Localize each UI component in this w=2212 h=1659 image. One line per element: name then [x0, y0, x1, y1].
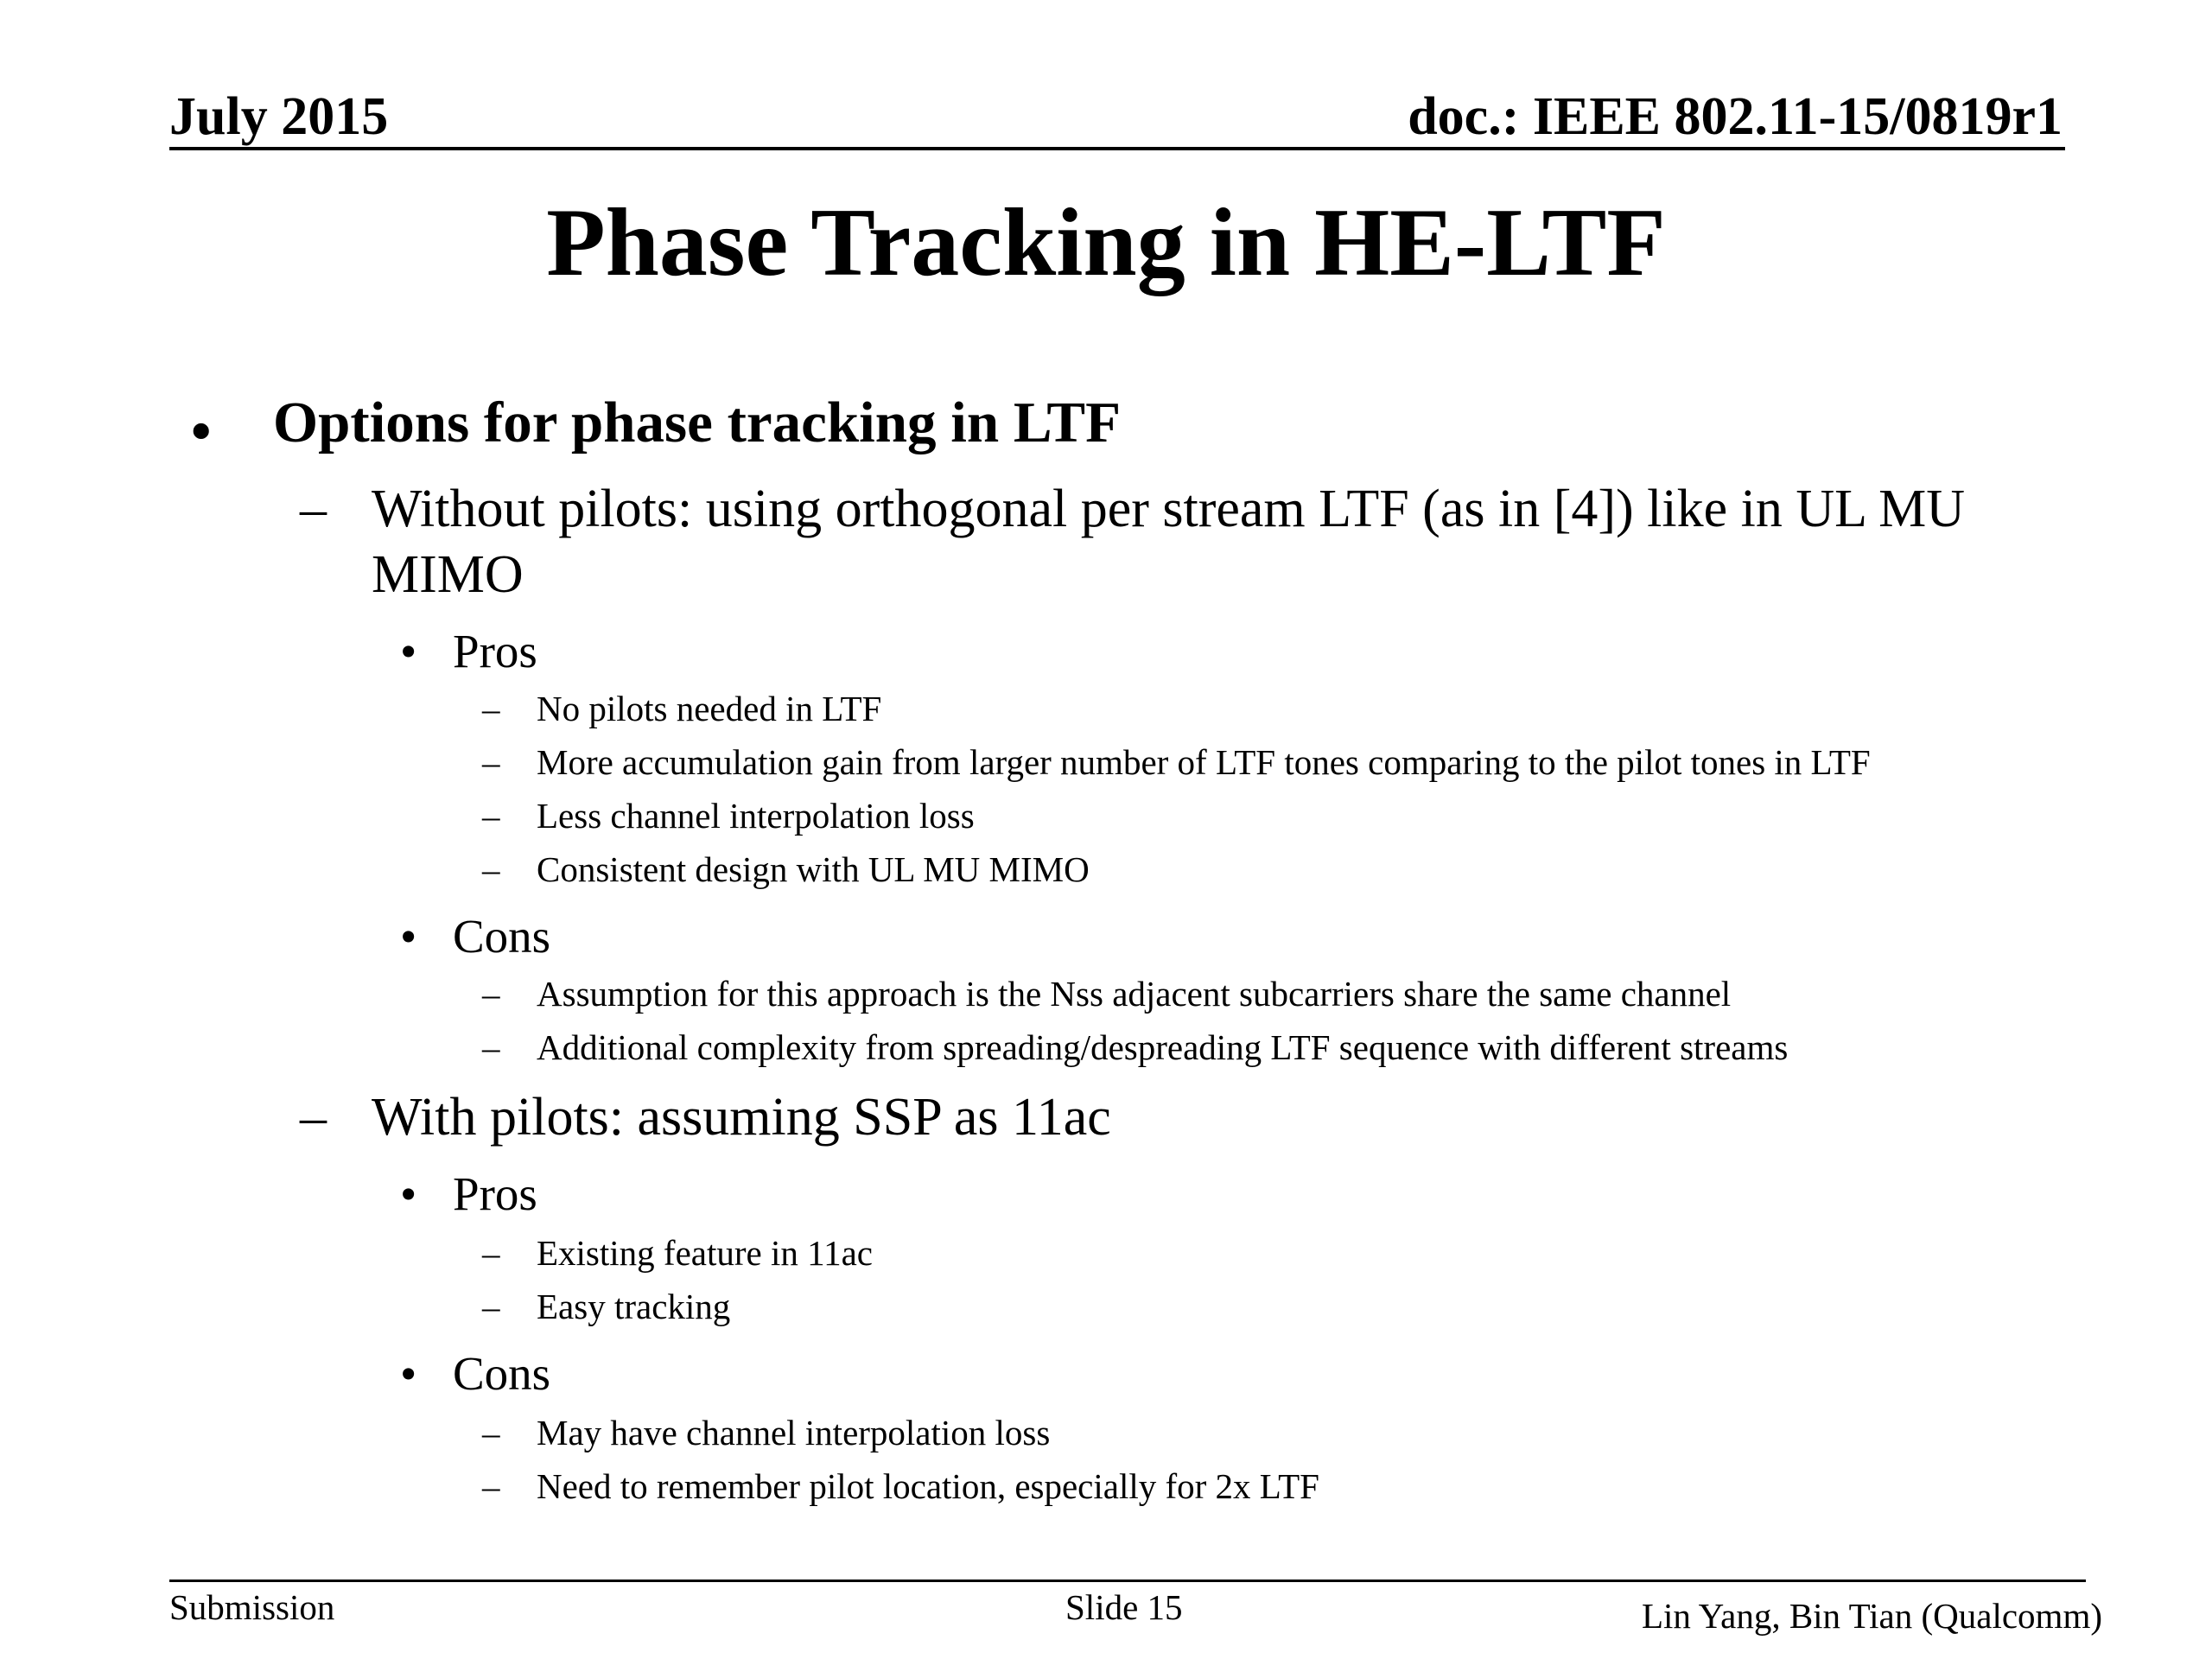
option2-pro-item: Existing feature in 11ac [537, 1233, 873, 1273]
option1-pros-label: Pros [453, 625, 537, 677]
header-date: July 2015 [169, 87, 389, 146]
option2-pros-label: Pros [453, 1167, 537, 1220]
bullet-icon: • [400, 910, 417, 963]
main-bullet: Options for phase tracking in LTF [273, 391, 1122, 454]
option2-pro-item: Easy tracking [537, 1287, 731, 1326]
option1-con-item: Assumption for this approach is the Nss adjacent subcarriers share the same channel [537, 974, 1732, 1014]
header-divider [169, 147, 2065, 150]
dash-icon: – [482, 1466, 500, 1506]
option2-line1: With pilots: assuming SSP as 11ac [372, 1088, 1111, 1147]
option1-pro-item: Less channel interpolation loss [537, 796, 975, 836]
dash-icon: – [482, 1233, 500, 1273]
option1-line1: Without pilots: using orthogonal per stream LTF (as in [4]) like in UL MU [372, 480, 1966, 538]
dash-icon: – [300, 1088, 327, 1147]
footer-submission: Submission [169, 1587, 335, 1627]
dash-icon: – [482, 1287, 500, 1326]
option1-con-item: Additional complexity from spreading/despreading LTF sequence with different streams [537, 1027, 1789, 1067]
dash-icon: – [482, 742, 500, 782]
bullet-icon: • [191, 399, 212, 463]
option1-cons-label: Cons [453, 910, 551, 963]
option2-con-item: Need to remember pilot location, especially for 2x LTF [537, 1466, 1319, 1506]
bullet-icon: • [400, 625, 417, 677]
dash-icon: – [300, 480, 327, 538]
dash-icon: – [482, 796, 500, 836]
dash-icon: – [482, 974, 500, 1014]
dash-icon: – [482, 849, 500, 889]
option1-pro-item: No pilots needed in LTF [537, 689, 882, 728]
option1-pro-item: Consistent design with UL MU MIMO [537, 849, 1090, 889]
footer-authors: Lin Yang, Bin Tian (Qualcomm) [1641, 1596, 2102, 1636]
dash-icon: – [482, 1413, 500, 1452]
option1-pro-item: More accumulation gain from larger number of LTF tones comparing to the pilot tones in LTF [537, 742, 1871, 782]
header-doc-id: doc.: IEEE 802.11-15/0819r1 [1408, 87, 2063, 146]
dash-icon: – [482, 689, 500, 728]
footer-slide-number: Slide 15 [1065, 1587, 1183, 1627]
option1-line2: MIMO [372, 545, 524, 604]
slide-title: Phase Tracking in HE-LTF [546, 189, 1666, 296]
bullet-icon: • [400, 1167, 417, 1220]
bullet-icon: • [400, 1347, 417, 1400]
footer-divider [169, 1580, 2086, 1582]
dash-icon: – [482, 1027, 500, 1067]
option2-con-item: May have channel interpolation loss [537, 1413, 1051, 1452]
option2-cons-label: Cons [453, 1347, 551, 1400]
